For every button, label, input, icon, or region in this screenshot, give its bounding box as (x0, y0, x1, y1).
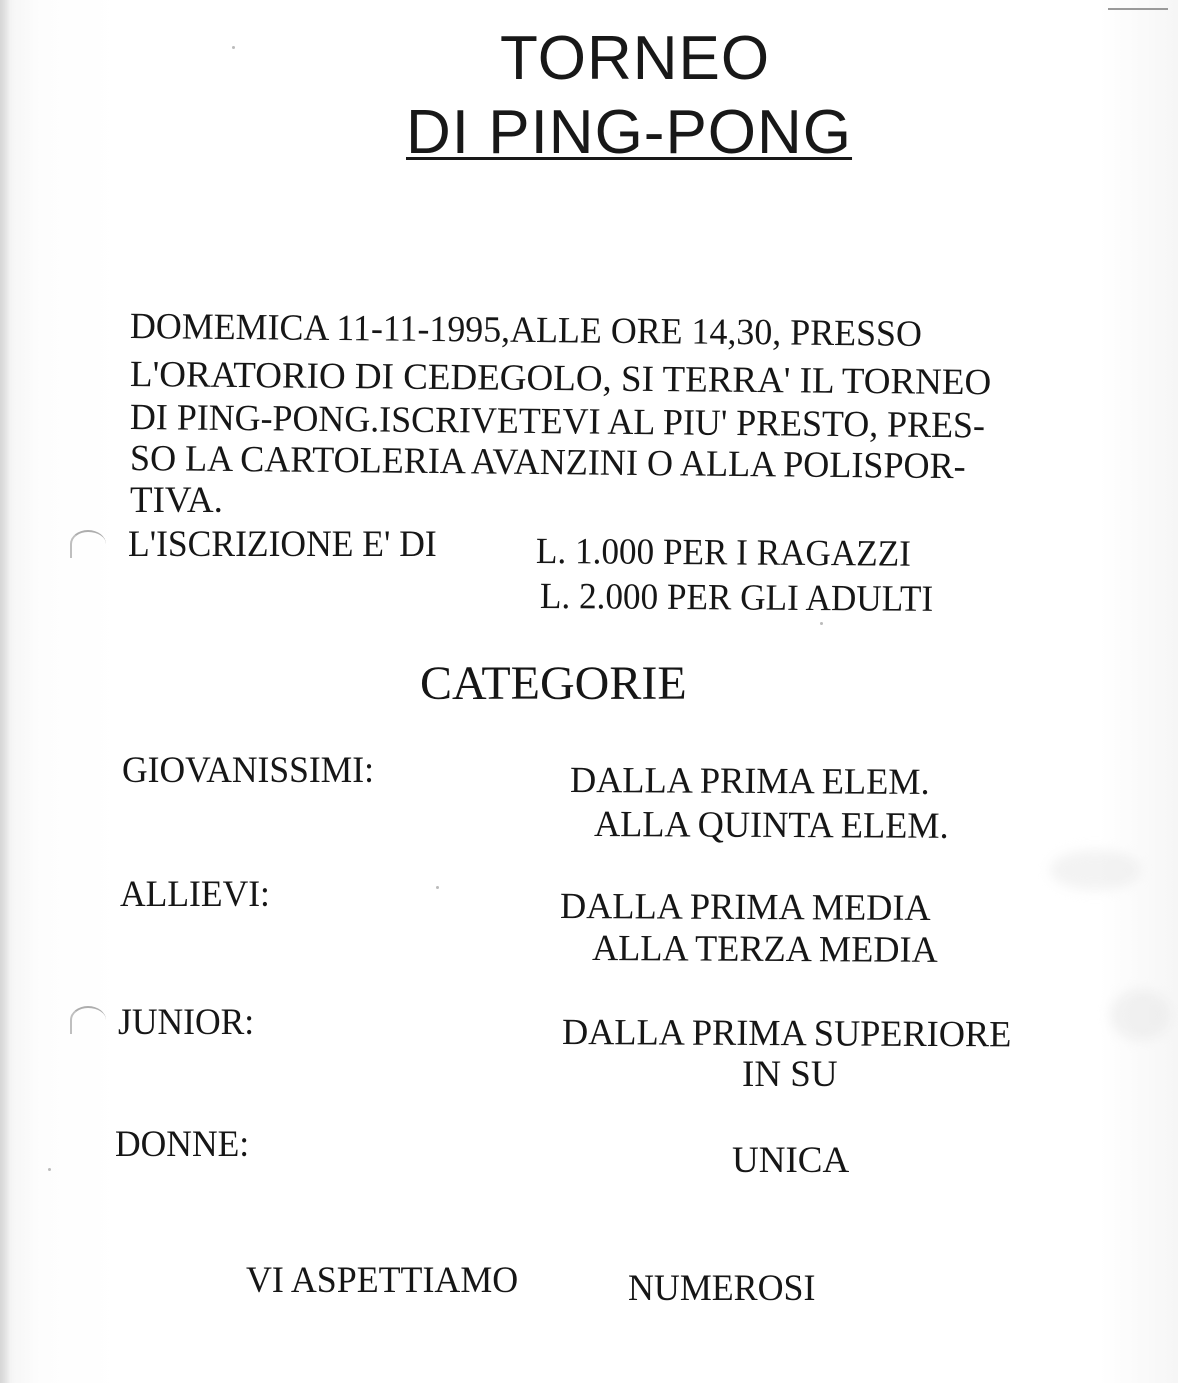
paper-smudge (1110, 990, 1170, 1040)
title-line-2: DI PING-PONG (406, 98, 853, 167)
paper-smudge (1050, 850, 1140, 890)
category-name: JUNIOR: (118, 1002, 255, 1043)
binder-hole-icon (70, 530, 106, 558)
scan-speck (436, 886, 439, 889)
categories-heading: CATEGORIE (420, 657, 687, 710)
fee-adults: L. 2.000 PER GLI ADULTI (539, 576, 934, 620)
category-range-line-2: IN SU (742, 1054, 838, 1095)
title-line-1: TORNEO (500, 24, 771, 93)
paragraph-line-4: SO LA CARTOLERIA AVANZINI O ALLA POLISPOR- (129, 438, 966, 488)
scan-speck (48, 1168, 51, 1171)
paper-edge-shadow (0, 0, 10, 1383)
scan-speck (232, 46, 235, 49)
category-name: ALLIEVI: (120, 874, 270, 915)
category-name: DONNE: (115, 1124, 250, 1165)
category-name: GIOVANISSIMI: (122, 750, 374, 791)
category-range-line-1: DALLA PRIMA ELEM. (569, 760, 930, 803)
closing-part-1: VI ASPETTIAMO (246, 1260, 519, 1301)
paragraph-line-5: TIVA. (130, 480, 223, 521)
closing-part-2: NUMEROSI (628, 1268, 816, 1309)
scan-speck (820, 622, 823, 625)
binder-hole-icon (70, 1006, 106, 1034)
category-range-line-2: ALLA QUINTA ELEM. (593, 804, 949, 847)
fee-label: L'ISCRIZIONE E' DI (128, 524, 437, 565)
paragraph-line-2: L'ORATORIO DI CEDEGOLO, SI TERRA' IL TORNEO (129, 354, 992, 404)
category-range-line-1: DALLA PRIMA MEDIA (559, 886, 931, 929)
fee-kids: L. 1.000 PER I RAGAZZI (535, 531, 912, 575)
corner-pencil-mark (1108, 8, 1168, 10)
category-range-line-2: ALLA TERZA MEDIA (591, 928, 938, 971)
paragraph-line-1: DOMEMICA 11-11-1995,ALLE ORE 14,30, PRESSO (129, 306, 923, 355)
category-range-line-1: DALLA PRIMA SUPERIORE (561, 1012, 1012, 1056)
category-range-line-1: UNICA (732, 1140, 850, 1181)
paragraph-line-3: DI PING-PONG.ISCRIVETEVI AL PIU' PRESTO, PRES- (129, 397, 986, 447)
